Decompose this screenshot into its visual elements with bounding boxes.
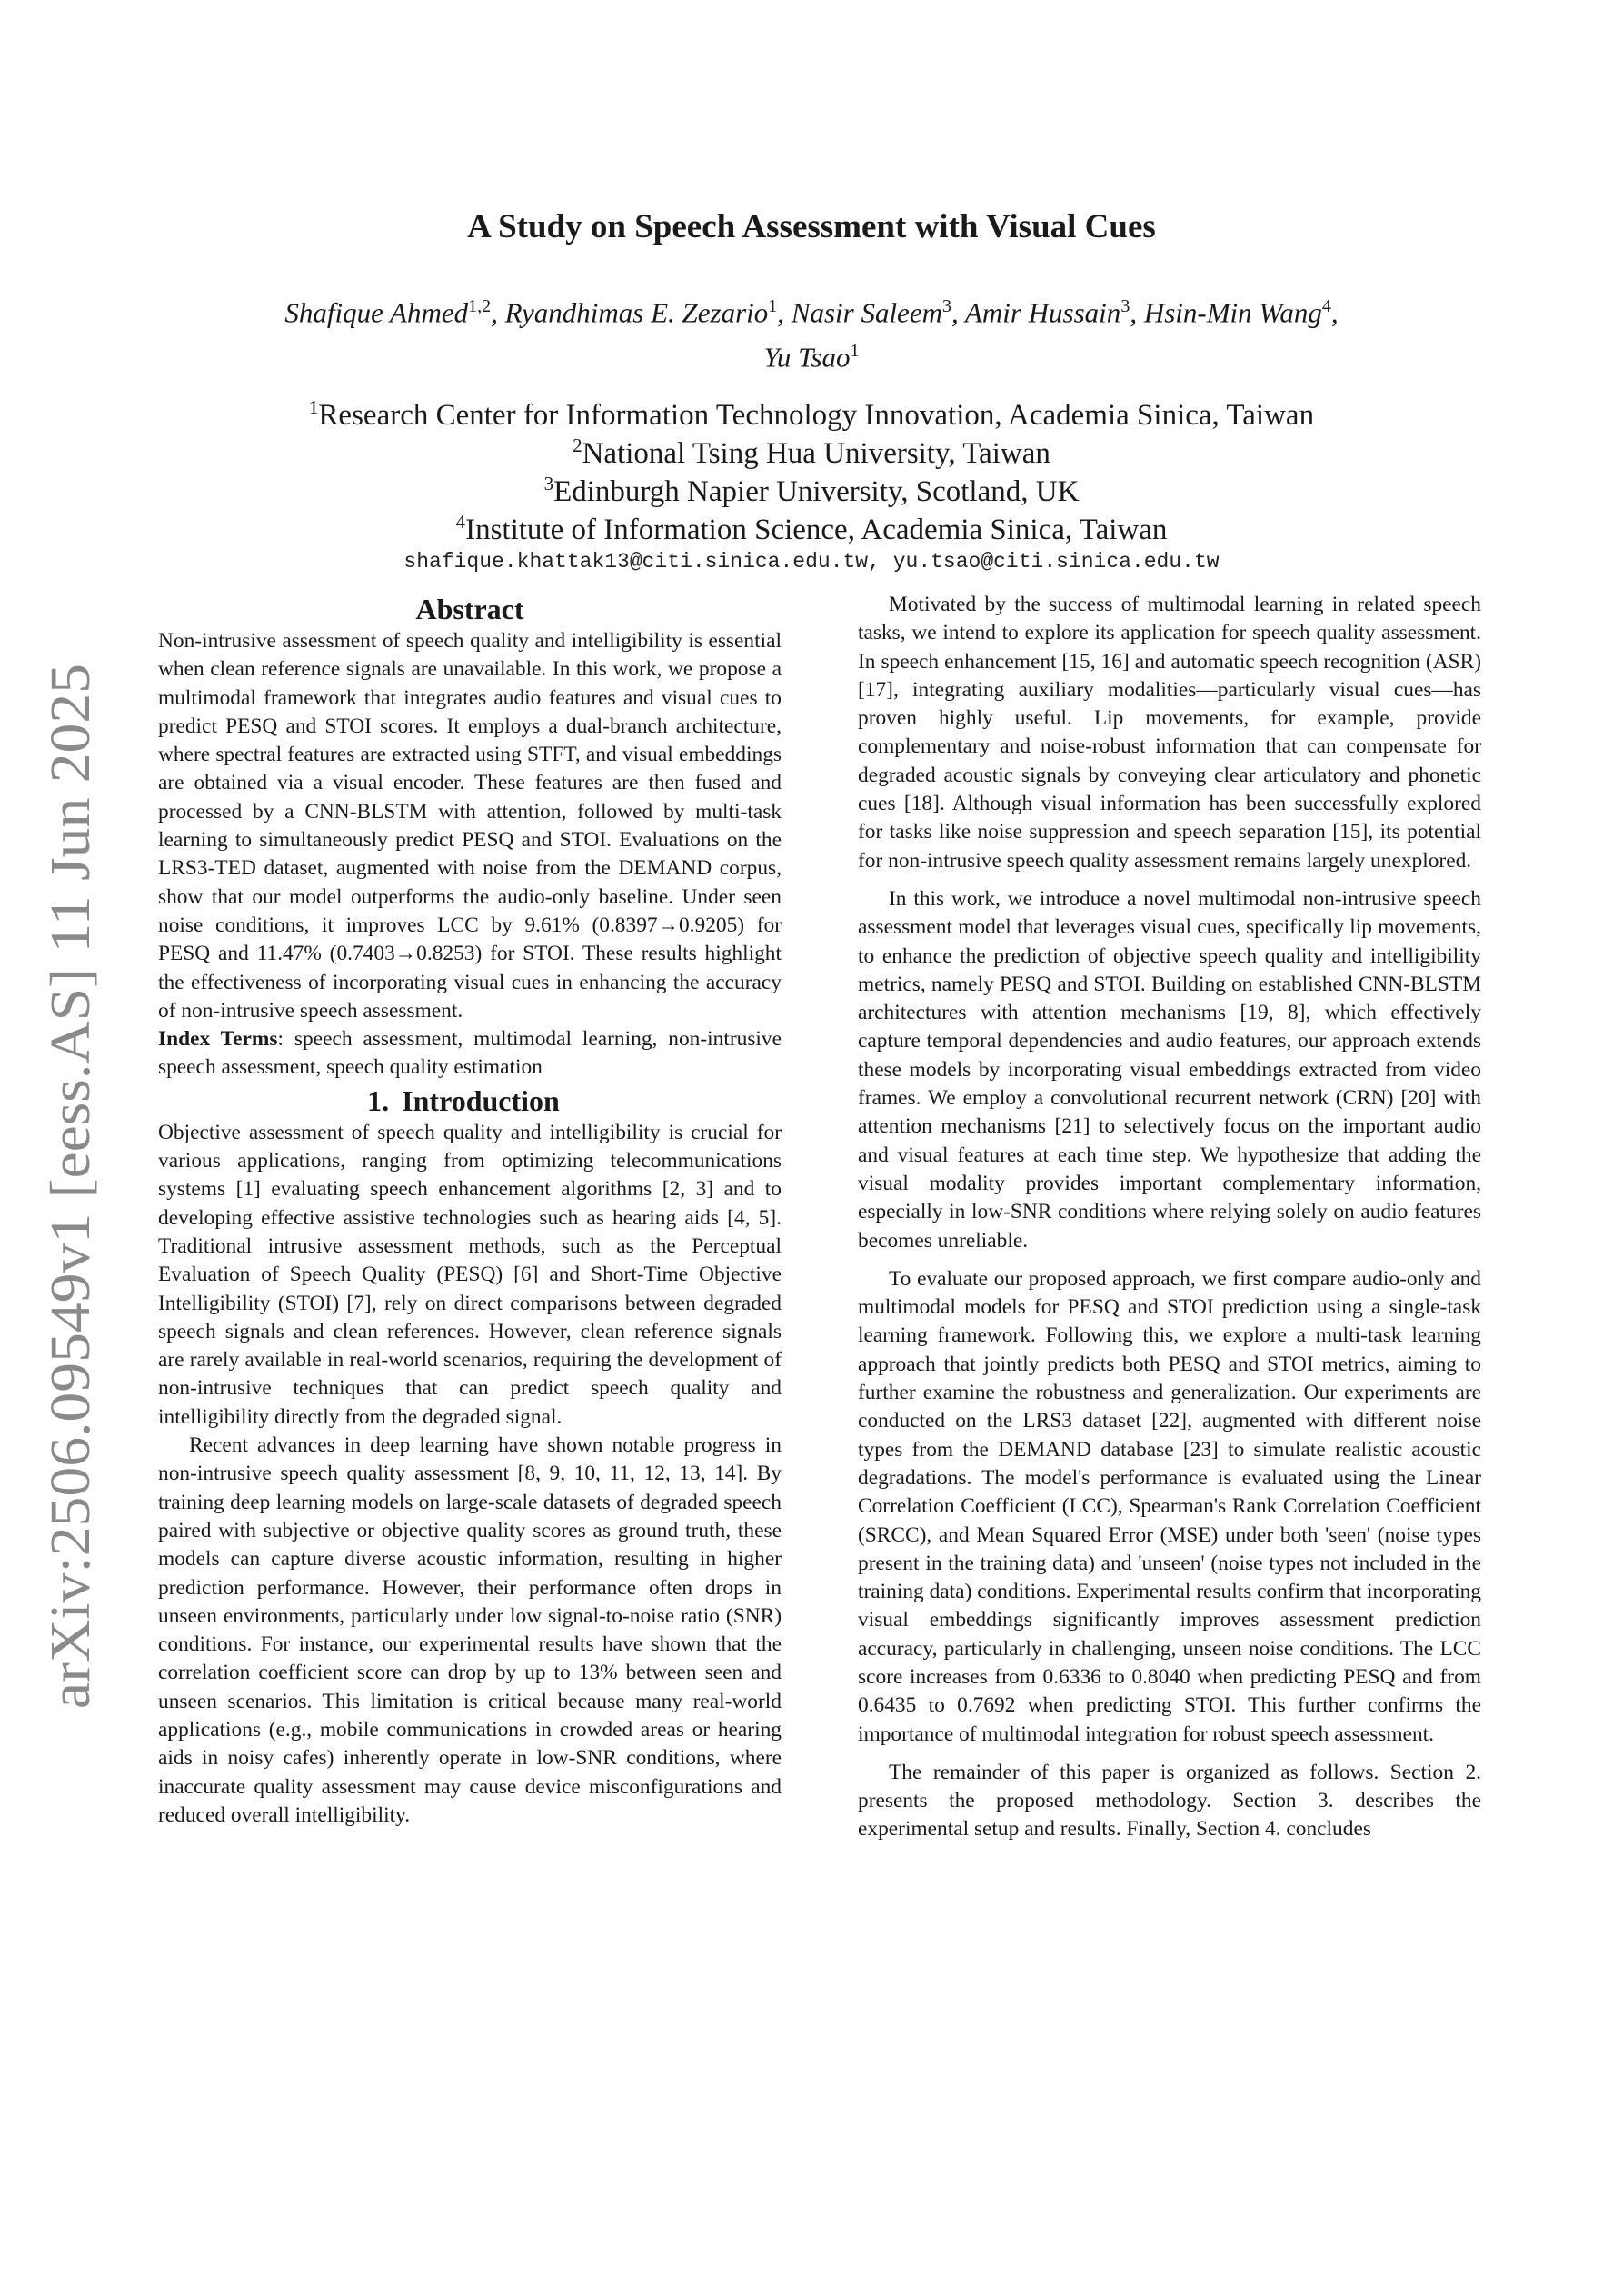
author-affil-mark: 3 [1120, 296, 1130, 316]
affiliation-text: National Tsing Hua University, Taiwan [582, 437, 1050, 470]
affiliation-mark: 4 [455, 511, 466, 533]
affiliation-mark: 1 [308, 396, 319, 418]
author-affil-mark: 1 [768, 296, 778, 316]
arxiv-stamp-text: arXiv:2506.09549v1 [eess.AS] 11 Jun 2025 [40, 721, 102, 1709]
intro-paragraph: The remainder of this paper is organized as follows. Section 2. presents the proposed methodology. Section 3. describes the experimental setup and results. Finally, Section 4. concludes [858, 1760, 1481, 1842]
author-name: Nasir Saleem [791, 296, 942, 329]
intro-paragraph: To evaluate our proposed approach, we first compare audio-only and multimodal models for PESQ and STOI prediction using a single-task learning framework. Following this, we explore a multi-task learning approach that jointly predicts both PESQ and STOI metrics, aiming to further examine the robustness and generalization. Our experiments are conducted on the LRS3 dataset [22], augmented with different noise types from the DEMAND database [23] to simulate realistic acoustic degradations. The model's performance is evaluated using the Linear Correlation Coefficient (LCC), Spearman's Rank Correlation Coefficient (SRCC), and Mean Squared Error (MSE) under both 'seen' (noise types present in the training data) and 'unseen' (noise types not included in the training data) conditions. Experimental results confirm that incorporating visual embeddings significantly improves assessment prediction accuracy, particularly in challenging, unseen noise conditions. The LCC score increases from 0.6336 to 0.8040 when predicting PESQ and from 0.6435 to 0.7692 when predicting STOI. This further confirms the importance of multimodal integration for robust speech assessment. [858, 1266, 1481, 1746]
affiliation-text: Institute of Information Science, Academia Sinica, Taiwan [465, 514, 1168, 546]
author-name: Yu Tsao [763, 341, 851, 374]
index-terms-label: Index Terms [158, 1027, 278, 1052]
author-affil-mark: 3 [941, 296, 951, 316]
intro-paragraph: Recent advances in deep learning have shown notable progress in non-intrusive speech quality assessment [8, 9, 10, 11, 12, 13, 14]. By training deep learning models on large-scale datasets of degraded speech paired with subjective or objective quality scores as ground truth, these models can capture diverse acoustic information, resulting in higher prediction performance. However, their performance often drops in unseen environments, particularly under low signal-to-noise ratio (SNR) conditions. For instance, our experimental results have shown that the correlation coefficient score can drop by up to 13% between seen and unseen scenarios. This limitation is critical because many real-world applications (e.g., mobile communications in crowded areas or hearing aids in noisy cafes) inherently operate in low-SNR conditions, where inaccurate quality assessment may cause device misconfigurations and reduced overall intelligibility. [158, 1433, 782, 1827]
intro-paragraph: Objective assessment of speech quality and intelligibility is crucial for various applications, ranging from optimizing telecommunications systems [1] evaluating speech enhancement algorithms [2, 3] and to developing effective assistive technologies such as hearing aids [4, 5]. Traditional intrusive assessment methods, such as the Perceptual Evaluation of Speech Quality (PESQ) [6] and Short-Time Objective Intelligibility (STOI) [7], rely on direct comparisons between degraded speech signals and clean references. However, clean reference signals are rarely available in real-world scenarios, requiring the development of non-intrusive techniques that can predict speech quality and intelligibility directly from the degraded signal. [158, 1120, 782, 1429]
author-name: Ryandhimas E. Zezario [504, 296, 769, 329]
left-column [158, 591, 782, 1830]
author-affil-mark: 4 [1321, 296, 1331, 316]
affiliation-text: Research Center for Information Technology Innovation, Academia Sinica, Taiwan [318, 399, 1315, 432]
affiliation-mark: 2 [573, 434, 582, 456]
index-terms [158, 1025, 782, 1083]
author-affil-mark: 1 [850, 341, 860, 362]
author-name: Shafique Ahmed [284, 296, 469, 329]
section-title: Introduction [402, 1083, 560, 1117]
arxiv-side-stamp [25, 636, 107, 1727]
section-number: 1. [367, 1083, 390, 1117]
author-emails: shafique.khattak13@citi.sinica.edu.tw, yu.tsao@citi.sinica.edu.tw [403, 550, 1220, 574]
introduction-heading [158, 1083, 782, 1119]
affiliation-text: Edinburgh Napier University, Scotland, UK [553, 475, 1080, 508]
abstract-heading: Abstract [415, 593, 524, 625]
paper-title: A Study on Speech Assessment with Visual Cues [467, 208, 1156, 245]
author-name: Amir Hussain [964, 296, 1121, 329]
author-list: Shafique Ahmed$^{1,2}$, Ryandhimas E. Zezario$^1$, Nasir Saleem$^3$, Amir Hussain$^3$, Hsin-Min Wang$^4$, Yu Tsao$^1$ [284, 296, 1339, 374]
right-column [858, 591, 1481, 1844]
index-terms-text: : speech assessment, multimodal learning, non-intrusive speech assessment, speech quality estimation [158, 1027, 782, 1080]
author-affil-mark: 1,2 [468, 296, 492, 316]
affiliation-line [0, 503, 1623, 549]
affiliation-mark: 3 [543, 473, 554, 494]
author-name: Hsin-Min Wang [1143, 296, 1322, 329]
intro-paragraph: In this work, we introduce a novel multimodal non-intrusive speech assessment model that leverages visual cues, specifically lip movements, to enhance the prediction of objective speech quality and intelligibility metrics, namely PESQ and STOI. Building on established CNN-BLSTM architectures with attention mechanisms [19, 8], which effectively capture temporal dependencies and audio features, our approach extends these models by incorporating visual embeddings extracted from video frames. We employ a convolutional recurrent network (CRN) [20] with attention mechanisms [21] to selectively focus on the important audio and visual features at each time step. We hypothesize that adding the visual modality provides important complementary information, especially in low-SNR conditions where relying solely on audio features becomes unreliable. [858, 886, 1481, 1253]
abstract-text: Non-intrusive assessment of speech quality and intelligibility is essential when clean reference signals are unavailable. In this work, we propose a multimodal framework that integrates audio features and visual cues to predict PESQ and STOI scores. It employs a dual-branch architecture, where spectral features are extracted using STFT, and visual embeddings are obtained via a visual encoder. These features are then fused and processed by a CNN-BLSTM with attention, followed by multi-task learning to simultaneously predict PESQ and STOI. Evaluations on the LRS3-TED dataset, augmented with noise from the DEMAND corpus, show that our model outperforms the audio-only baseline. Under seen noise conditions, it improves LCC by 9.61% (0.8397→0.9205) for PESQ and 11.47% (0.7403→0.8253) for STOI. These results highlight the effectiveness of incorporating visual cues in enhancing the accuracy of non-intrusive speech assessment. [158, 629, 782, 1023]
intro-paragraph: Motivated by the success of multimodal learning in related speech tasks, we intend to explore its application for speech quality assessment. In speech enhancement [15, 16] and automatic speech recognition (ASR) [17], integrating auxiliary modalities—particularly visual cues—has proven highly useful. Lip movements, for example, provide complementary and noise-robust information that can compensate for degraded acoustic signals by conveying clear articulatory and phonetic cues [18]. Although visual information has been successfully explored for tasks like noise suppression and speech separation [15], its potential for non-intrusive speech quality assessment remains largely unexplored. [858, 593, 1481, 873]
